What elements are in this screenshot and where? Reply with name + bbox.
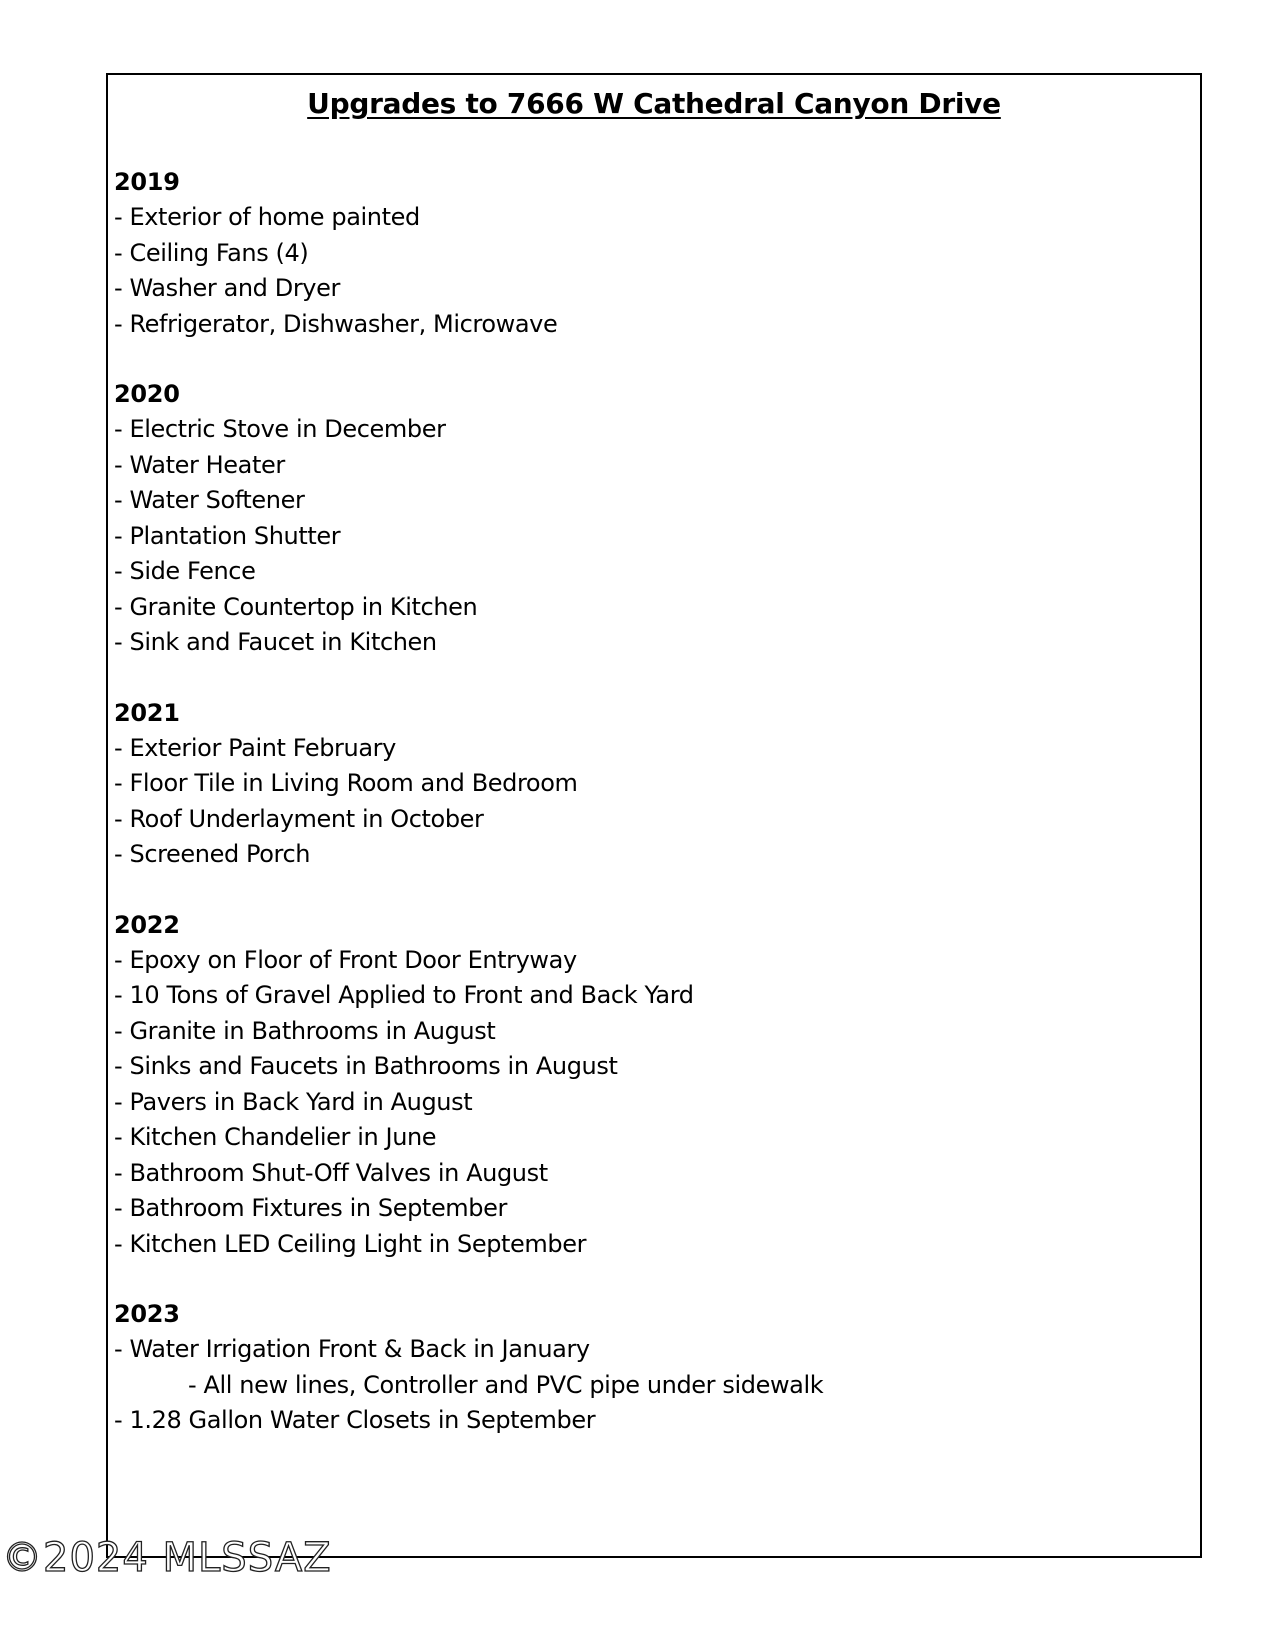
year-heading: 2022 bbox=[114, 910, 180, 939]
upgrade-item: - Washer and Dryer bbox=[114, 274, 340, 302]
upgrade-item: - Bathroom Shut-Off Valves in August bbox=[114, 1158, 548, 1187]
upgrade-item: - Screened Porch bbox=[114, 840, 311, 868]
copyright-watermark: ©2024 MLSSAZ bbox=[2, 1535, 332, 1581]
upgrade-item: - Granite Countertop in Kitchen bbox=[114, 592, 478, 621]
upgrade-item: - Kitchen LED Ceiling Light in September bbox=[114, 1229, 587, 1258]
upgrade-item: - Side Fence bbox=[114, 557, 256, 585]
upgrades-list bbox=[114, 165, 1190, 1474]
upgrade-item: - Water Softener bbox=[114, 486, 305, 514]
upgrade-sub-item: - All new lines, Controller and PVC pipe under sidewalk bbox=[188, 1370, 824, 1399]
document-frame bbox=[106, 73, 1202, 1558]
upgrade-item: - 1.28 Gallon Water Closets in September bbox=[114, 1406, 596, 1434]
year-heading: 2023 bbox=[114, 1300, 180, 1328]
year-heading: 2021 bbox=[114, 698, 180, 727]
upgrade-item: - Epoxy on Floor of Front Door Entryway bbox=[114, 945, 577, 974]
upgrade-item: - Floor Tile in Living Room and Bedroom bbox=[114, 769, 578, 797]
year-section bbox=[114, 1297, 1190, 1439]
document-title: Upgrades to 7666 W Cathedral Canyon Drive bbox=[307, 87, 1001, 120]
year-section bbox=[114, 908, 1190, 1263]
upgrade-item: - Exterior Paint February bbox=[114, 733, 396, 762]
upgrade-item: - Electric Stove in December bbox=[114, 415, 446, 443]
upgrade-item: - Sink and Faucet in Kitchen bbox=[114, 628, 437, 656]
year-section bbox=[114, 165, 1190, 342]
year-heading: 2019 bbox=[114, 168, 180, 196]
upgrade-item: - Water Irrigation Front & Back in January bbox=[114, 1335, 590, 1363]
upgrade-item: - Water Heater bbox=[114, 450, 285, 479]
upgrade-item: - Ceiling Fans (4) bbox=[114, 238, 309, 267]
upgrade-item: - Refrigerator, Dishwasher, Microwave bbox=[114, 309, 558, 338]
upgrade-item: - Plantation Shutter bbox=[114, 521, 341, 550]
upgrade-item: - Pavers in Back Yard in August bbox=[114, 1087, 473, 1116]
upgrade-item: - Roof Underlayment in October bbox=[114, 804, 484, 833]
year-heading: 2020 bbox=[114, 380, 180, 408]
upgrade-item: - Kitchen Chandelier in June bbox=[114, 1123, 437, 1151]
year-section bbox=[114, 377, 1190, 661]
upgrade-item: - 10 Tons of Gravel Applied to Front and Back Yard bbox=[114, 981, 694, 1009]
year-section bbox=[114, 696, 1190, 873]
upgrade-item: - Exterior of home painted bbox=[114, 203, 420, 231]
upgrade-item: - Bathroom Fixtures in September bbox=[114, 1194, 507, 1222]
upgrade-item: - Sinks and Faucets in Bathrooms in August bbox=[114, 1052, 618, 1080]
upgrade-item: - Granite in Bathrooms in August bbox=[114, 1016, 496, 1045]
